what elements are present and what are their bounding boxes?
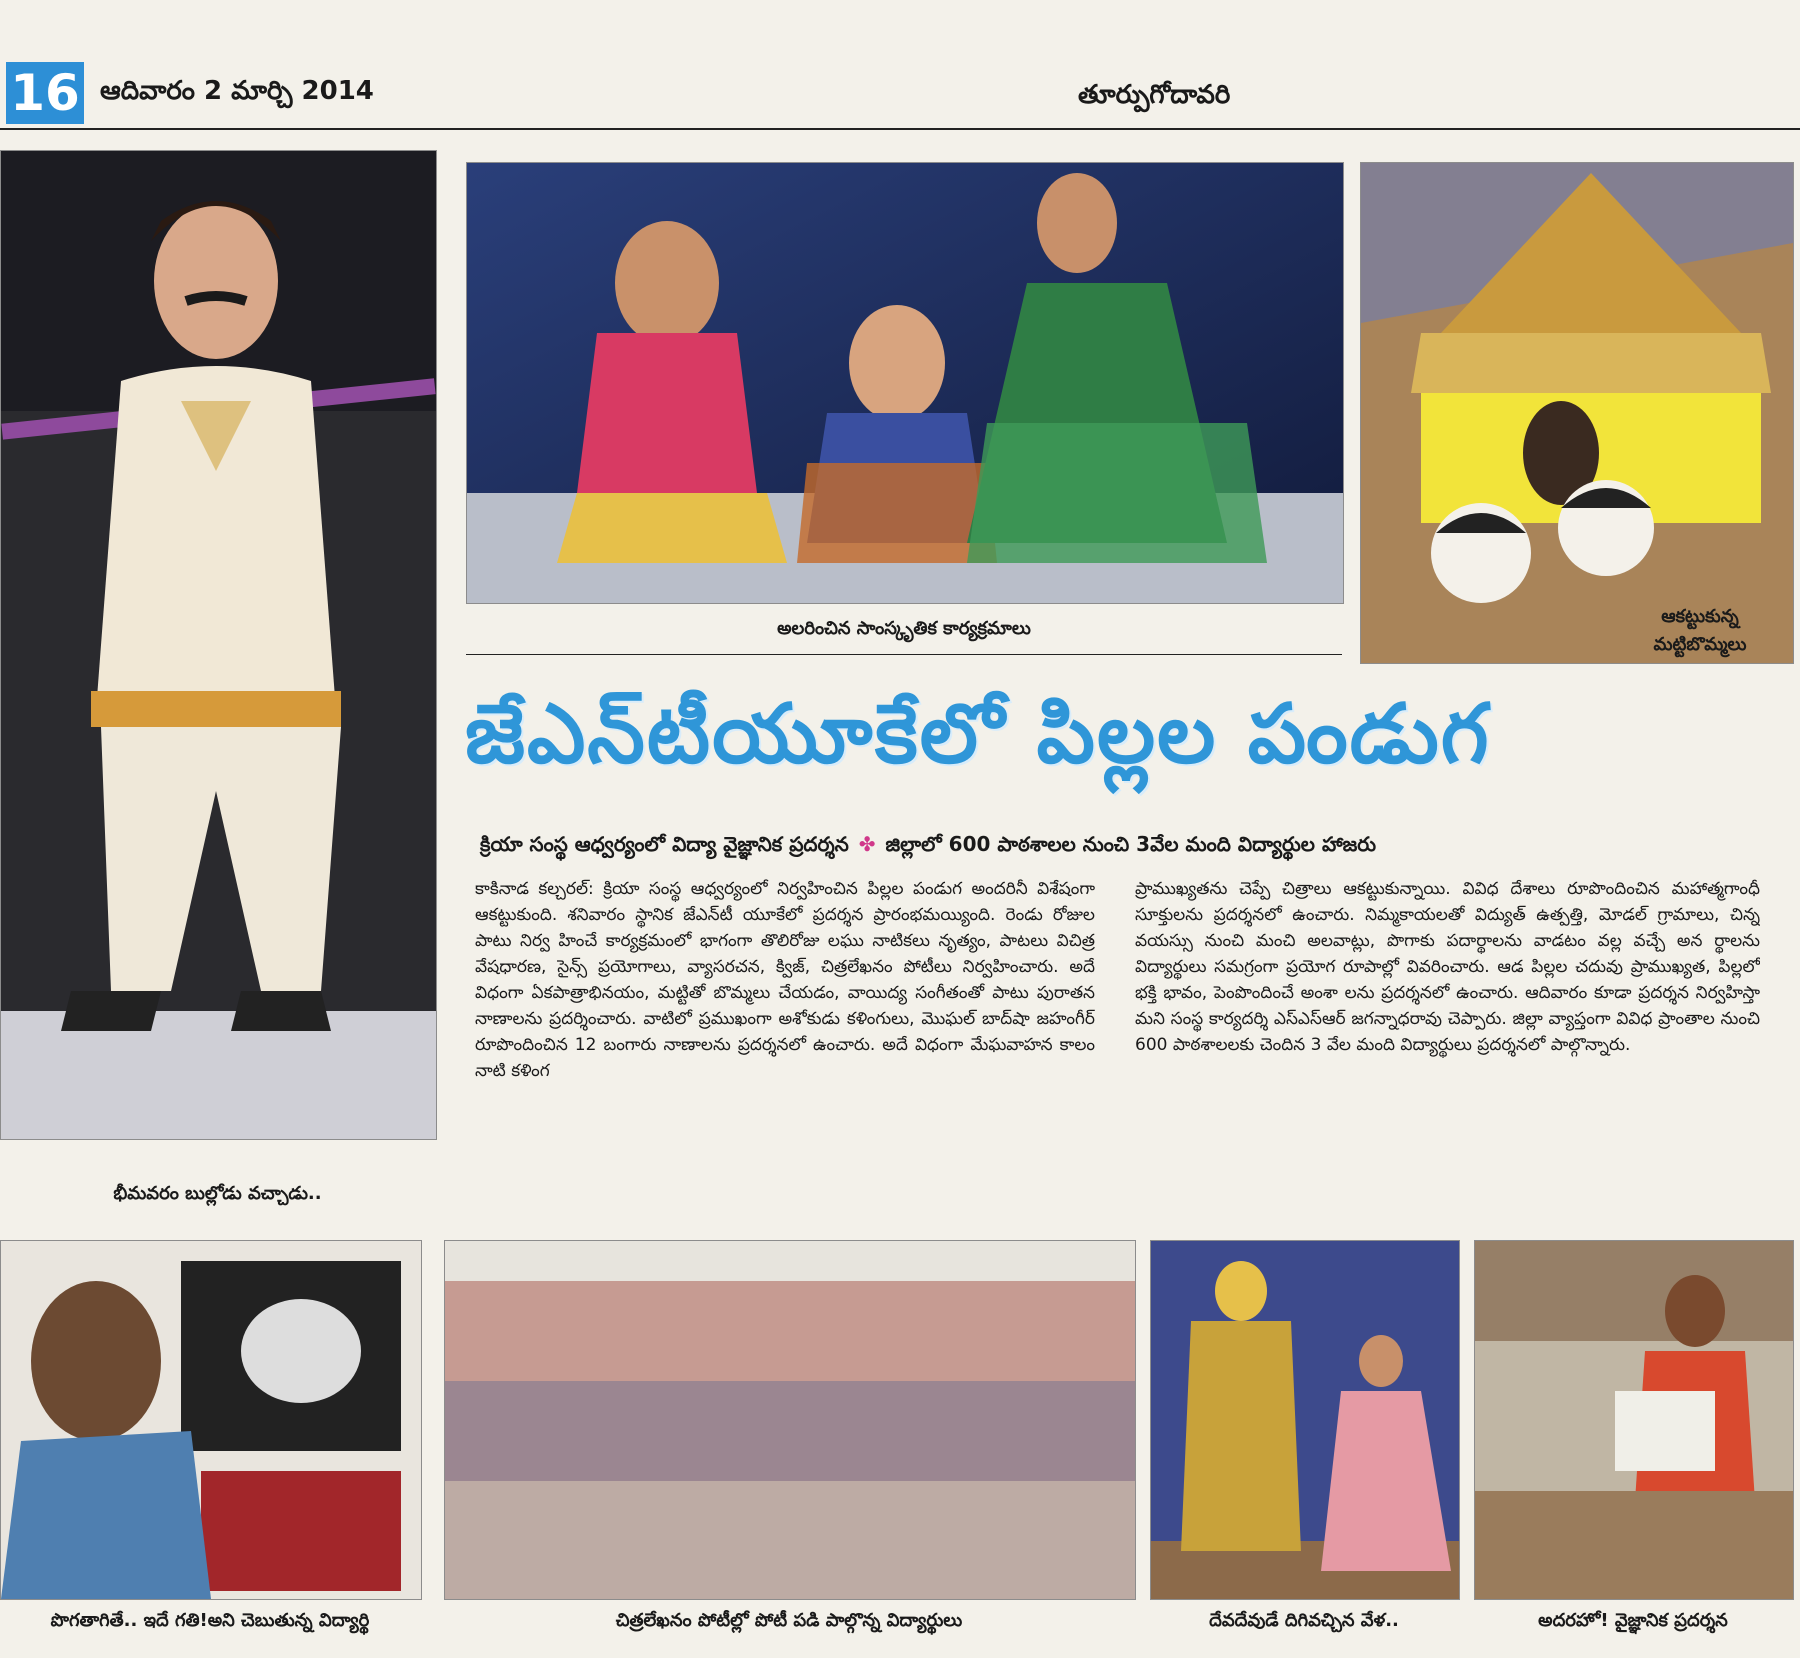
subheadline-part1: క్రియా సంస్థ ఆధ్వర్యంలో విద్యా వైజ్ఞానిక ప్రదర్శన: [480, 832, 849, 856]
caption-science: అదరహో! వైజ్ఞానిక ప్రదర్శన: [1538, 1610, 1728, 1631]
caption-clay-dolls-line2: మట్టిబొమ్మలు: [1653, 634, 1747, 655]
photo-god-costume: [1150, 1240, 1460, 1600]
photo-drawing-competition: [444, 1240, 1136, 1600]
subheadline-separator: ✤: [858, 832, 876, 856]
article-column-2: [1135, 876, 1760, 1226]
caption-clay-dolls-line1: ఆకట్టుకున్న: [1661, 606, 1739, 627]
dateline: ఆదివారం 2 మార్చి 2014: [100, 76, 374, 106]
article-column-1: [475, 876, 1095, 1226]
photo-anti-smoking-student: [0, 1240, 422, 1600]
photo-cultural-dance: [466, 162, 1344, 604]
caption-cultural: అలరించిన సాంస్కృతిక కార్యక్రమాలు: [777, 618, 1031, 639]
subheadline: [480, 832, 1376, 861]
photo-clay-dolls: [1360, 162, 1794, 664]
article-column-1-text: కాకినాడ కల్చరల్: క్రియా సంస్థ ఆధ్వర్యంలో నిర్వహించిన పిల్లల పండుగ అందరినీ విశేషంగా ఆకట్టుకుంది. శనివారం స్థానిక జేఎన్‌టీ యూకేలో ప్రదర్శన ప్రారంభమయ్యింది. రెండు రోజుల పాటు నిర్వ హించే కార్యక్రమంలో భాగంగా తొలిరోజు లఘు నాటికలు నృత్యం, పాటలు విచిత్ర వేషధారణ, సైన్స్ ప్రయోగాలు, వ్యాసరచన, క్విజ్, చిత్రలేఖనం పోటీలు నిర్వహించారు. అదే విధంగా ఏకపాత్రాభినయం, మట్టితో బొమ్మలు చేయడం, వాయిద్య సంగీతంతో పాటు పురాతన నాణాలను ప్రదర్శించారు. వాటిలో ప్రముఖంగా అశోకుడు కళింగులు, మొఘల్ బాద్‌షా జహంగీర్ రూపొందించిన 12 బంగారు నాణాలను ప్రదర్శనలో ఉంచారు. అదే విధంగా మేఘవాహన కాలం నాటి కళింగ: [475, 879, 1095, 1081]
edition-name: తూర్పుగోదావరి: [1078, 80, 1231, 110]
caption-drawing: చిత్రలేఖనం పోటీల్లో పోటీ పడి పాల్గొన్న విద్యార్థులు: [615, 1610, 963, 1631]
caption-god: దేవదేవుడే దిగివచ్చిన వేళ..: [1209, 1610, 1399, 1631]
caption-smoking: పొగతాగితే.. ఇదే గతి!అని చెబుతున్న విద్యార్థి: [50, 1610, 370, 1631]
photo-boy-costume: [0, 150, 437, 1140]
article-column-2-text: ప్రాముఖ్యతను చెప్పే చిత్రాలు ఆకట్టుకున్నాయి. వివిధ దేశాలు రూపొందించిన మహాత్మగాంధీ సూక్తులను ప్రదర్శనలో ఉంచారు. నిమ్మకాయలతో విద్యుత్ ఉత్పత్తి, మోడల్ గ్రామాలు, చిన్న వయస్సు నుంచి మంచి అలవాట్లు, పొగాకు పదార్థాలను వాడటం వల్ల వచ్చే అన ర్థాలను విద్యార్థులు సమగ్రంగా ప్రయోగ రూపాల్లో వివరించారు. ఆడ పిల్లల చదువు ప్రాముఖ్యత, పిల్లలో భక్తి భావం, పెంపొందించే అంశా లను ప్రదర్శనలో ఉంచారు. ఆదివారం కూడా ప్రదర్శన నిర్వహిస్తా మని సంస్థ కార్యదర్శి ఎస్ఎస్ఆర్ జగన్నాధరావు చెప్పారు. జిల్లా వ్యాప్తంగా వివిధ ప్రాంతాల నుంచి 600 పాఠశాలలకు చెందిన 3 వేల మంది విద్యార్థులు ప్రదర్శనలో పాల్గొన్నారు.: [1135, 879, 1760, 1055]
masthead-rule: [0, 128, 1800, 130]
photo-science-exhibition: [1474, 1240, 1794, 1600]
page-number: 16: [6, 62, 84, 124]
caption-boy: భీమవరం బుల్లోడు వచ్చాడు..: [113, 1183, 322, 1204]
subheadline-part2: జిల్లాలో 600 పాఠశాలల నుంచి 3వేల మంది విద్యార్థుల హాజరు: [885, 832, 1377, 856]
headline: జేఎన్‌టీయూకేలో పిల్లల పండుగ: [465, 687, 1491, 782]
caption-rule: [466, 654, 1342, 655]
